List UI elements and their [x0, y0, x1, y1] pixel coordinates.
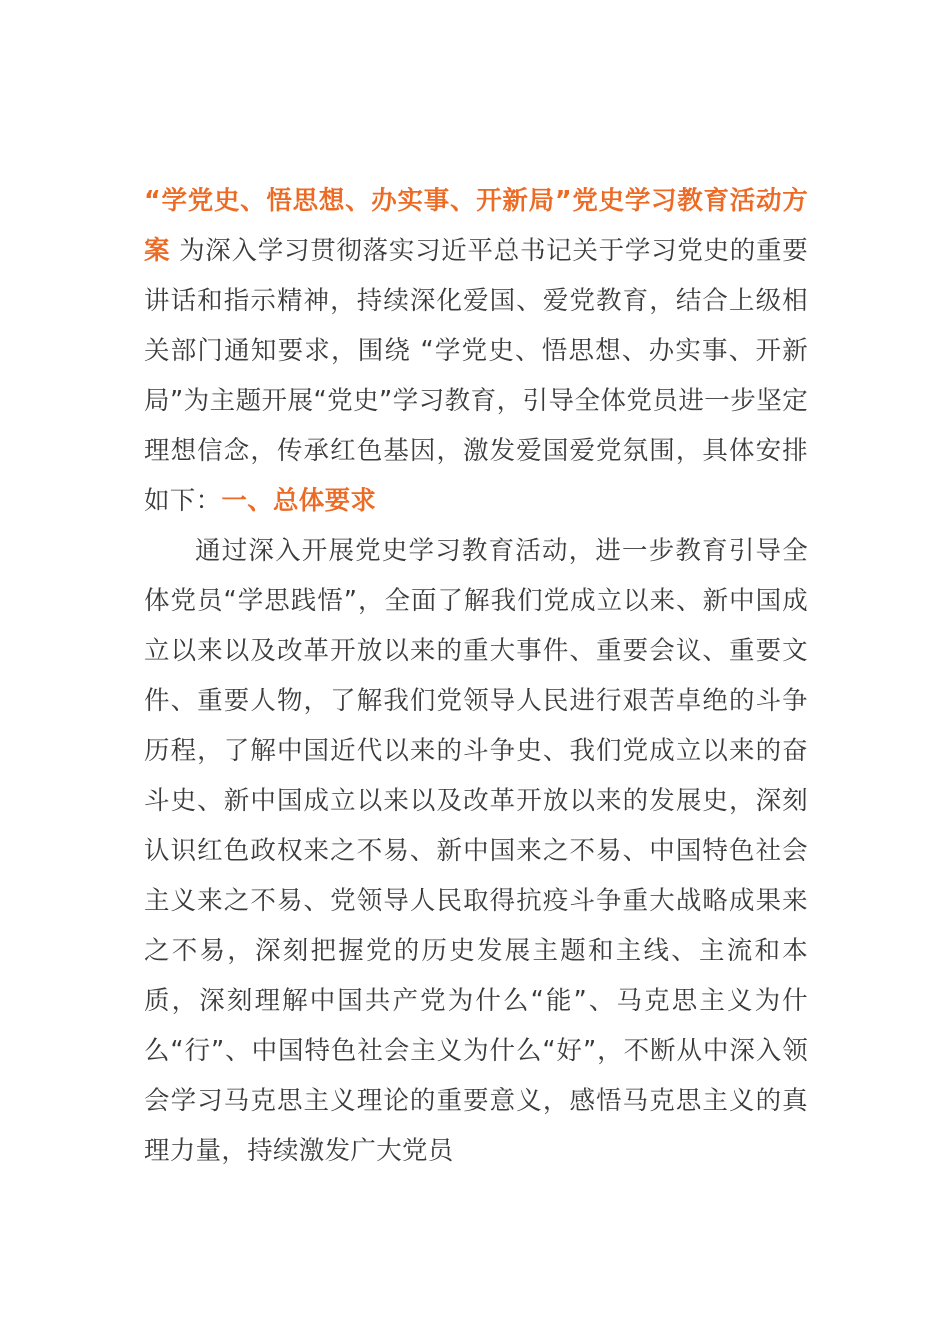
- intro-paragraph: [144, 176, 808, 526]
- document-title: “学党史、悟思想、办实事、开新局”党史学习教育活动方案: [144, 186, 808, 266]
- section-1-paragraph: 通过深入开展党史学习教育活动，进一步教育引导全体党员“学思践悟”，全面了解我们党成立以来、新中国成立以来以及改革开放以来的重大事件、重要会议、重要文件、重要人物，了解我们党领导人民进行艰苦卓绝的斗争历程，了解中国近代以来的斗争史、我们党成立以来的奋斗史、新中国成立以来以及改革开放以来的发展史，深刻认识红色政权来之不易、新中国来之不易、中国特色社会主义来之不易、党领导人民取得抗疫斗争重大战略成果来之不易，深刻把握党的历史发展主题和主线、主流和本质，深刻理解中国共产党为什么“能”、马克思主义为什么“行”、中国特色社会主义为什么“好”，不断从中深入领会学习马克思主义理论的重要意义，感悟马克思主义的真理力量，持续激发广大党员: [144, 536, 808, 1166]
- intro-text: 为深入学习贯彻落实习近平总书记关于学习党史的重要讲话和指示精神，持续深化爱国、爱党教育，结合上级相关部门通知要求，围绕 “学党史、悟思想、办实事、开新局”为主题开展“党史”学习教育，引导全体党员进一步坚定理想信念，传承红色基因，激发爱国爱党氛围，具体安排如下：: [144, 236, 808, 516]
- section-heading-general-requirements: 一、总体要求: [221, 486, 377, 516]
- document-body: [144, 176, 808, 1176]
